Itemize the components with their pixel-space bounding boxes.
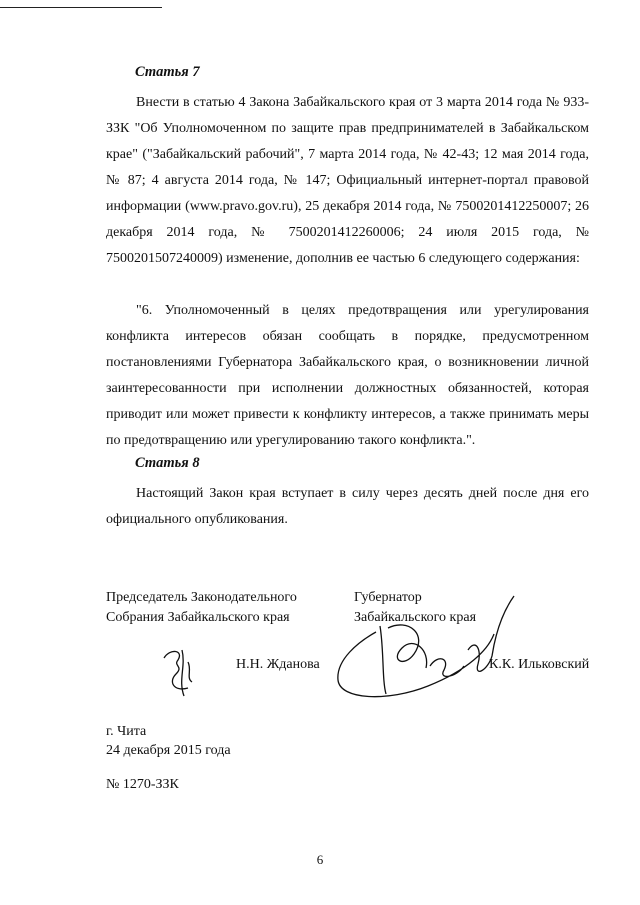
date: 24 декабря 2015 года [106, 743, 231, 758]
chair-title-line-1: Председатель Законодательного [106, 590, 297, 605]
governor-title-line-2: Забайкальского края [354, 610, 477, 625]
chair-title-line-2: Собрания Забайкальского края [106, 610, 290, 625]
governor-signature [318, 590, 518, 710]
article-7-heading: Статья 7 [135, 64, 200, 80]
chair-name: Н.Н. Жданова [236, 657, 320, 672]
page-number: 6 [316, 852, 324, 867]
top-rule [0, 7, 162, 8]
article-8-heading: Статья 8 [135, 455, 200, 471]
governor-name: К.К. Ильковский [489, 657, 590, 672]
article-7-paragraph-2: "6. Уполномоченный в целях предотвращения или урегулирования конфликта интересов обязан сообщать в порядке, предусмотренном постановлениями Губернатора Забайкальского края, о возникновении личной заинтересованности при исполнении должностных обязанностей, которая приводит или может привести к конфликту интересов, а также принимать меры по предотвращению или урегулированию такого конфликта.". [106, 303, 589, 448]
article-7-paragraph-1: Внести в статью 4 Закона Забайкальского края от 3 марта 2014 года № 933-ЗЗК "Об Уполномоченном по защите прав предпринимателей в Забайкальском крае" ("Забайкальский рабочий", 7 марта 2014 года, № 42-43; 12 мая 2014 года, № 87; 4 августа 2014 года, № 147; Официальный интернет-портал правовой информации (www.pravo.gov.ru), 25 декабря 2014 года, № 7500201412250007; 26 декабря 2014 года, № 7500201412260006; 24 июля 2015 года, № 7500201507240009) изменение, дополнив ее частью 6 следующего содержания: [106, 95, 589, 266]
article-8-paragraph-1: Настоящий Закон края вступает в силу через десять дней после дня его официального опубликования. [106, 486, 589, 527]
law-number: № 1270-ЗЗК [106, 777, 179, 792]
governor-title-line-1: Губернатор [354, 590, 422, 605]
chair-signature [158, 640, 203, 700]
city: г. Чита [106, 724, 147, 739]
